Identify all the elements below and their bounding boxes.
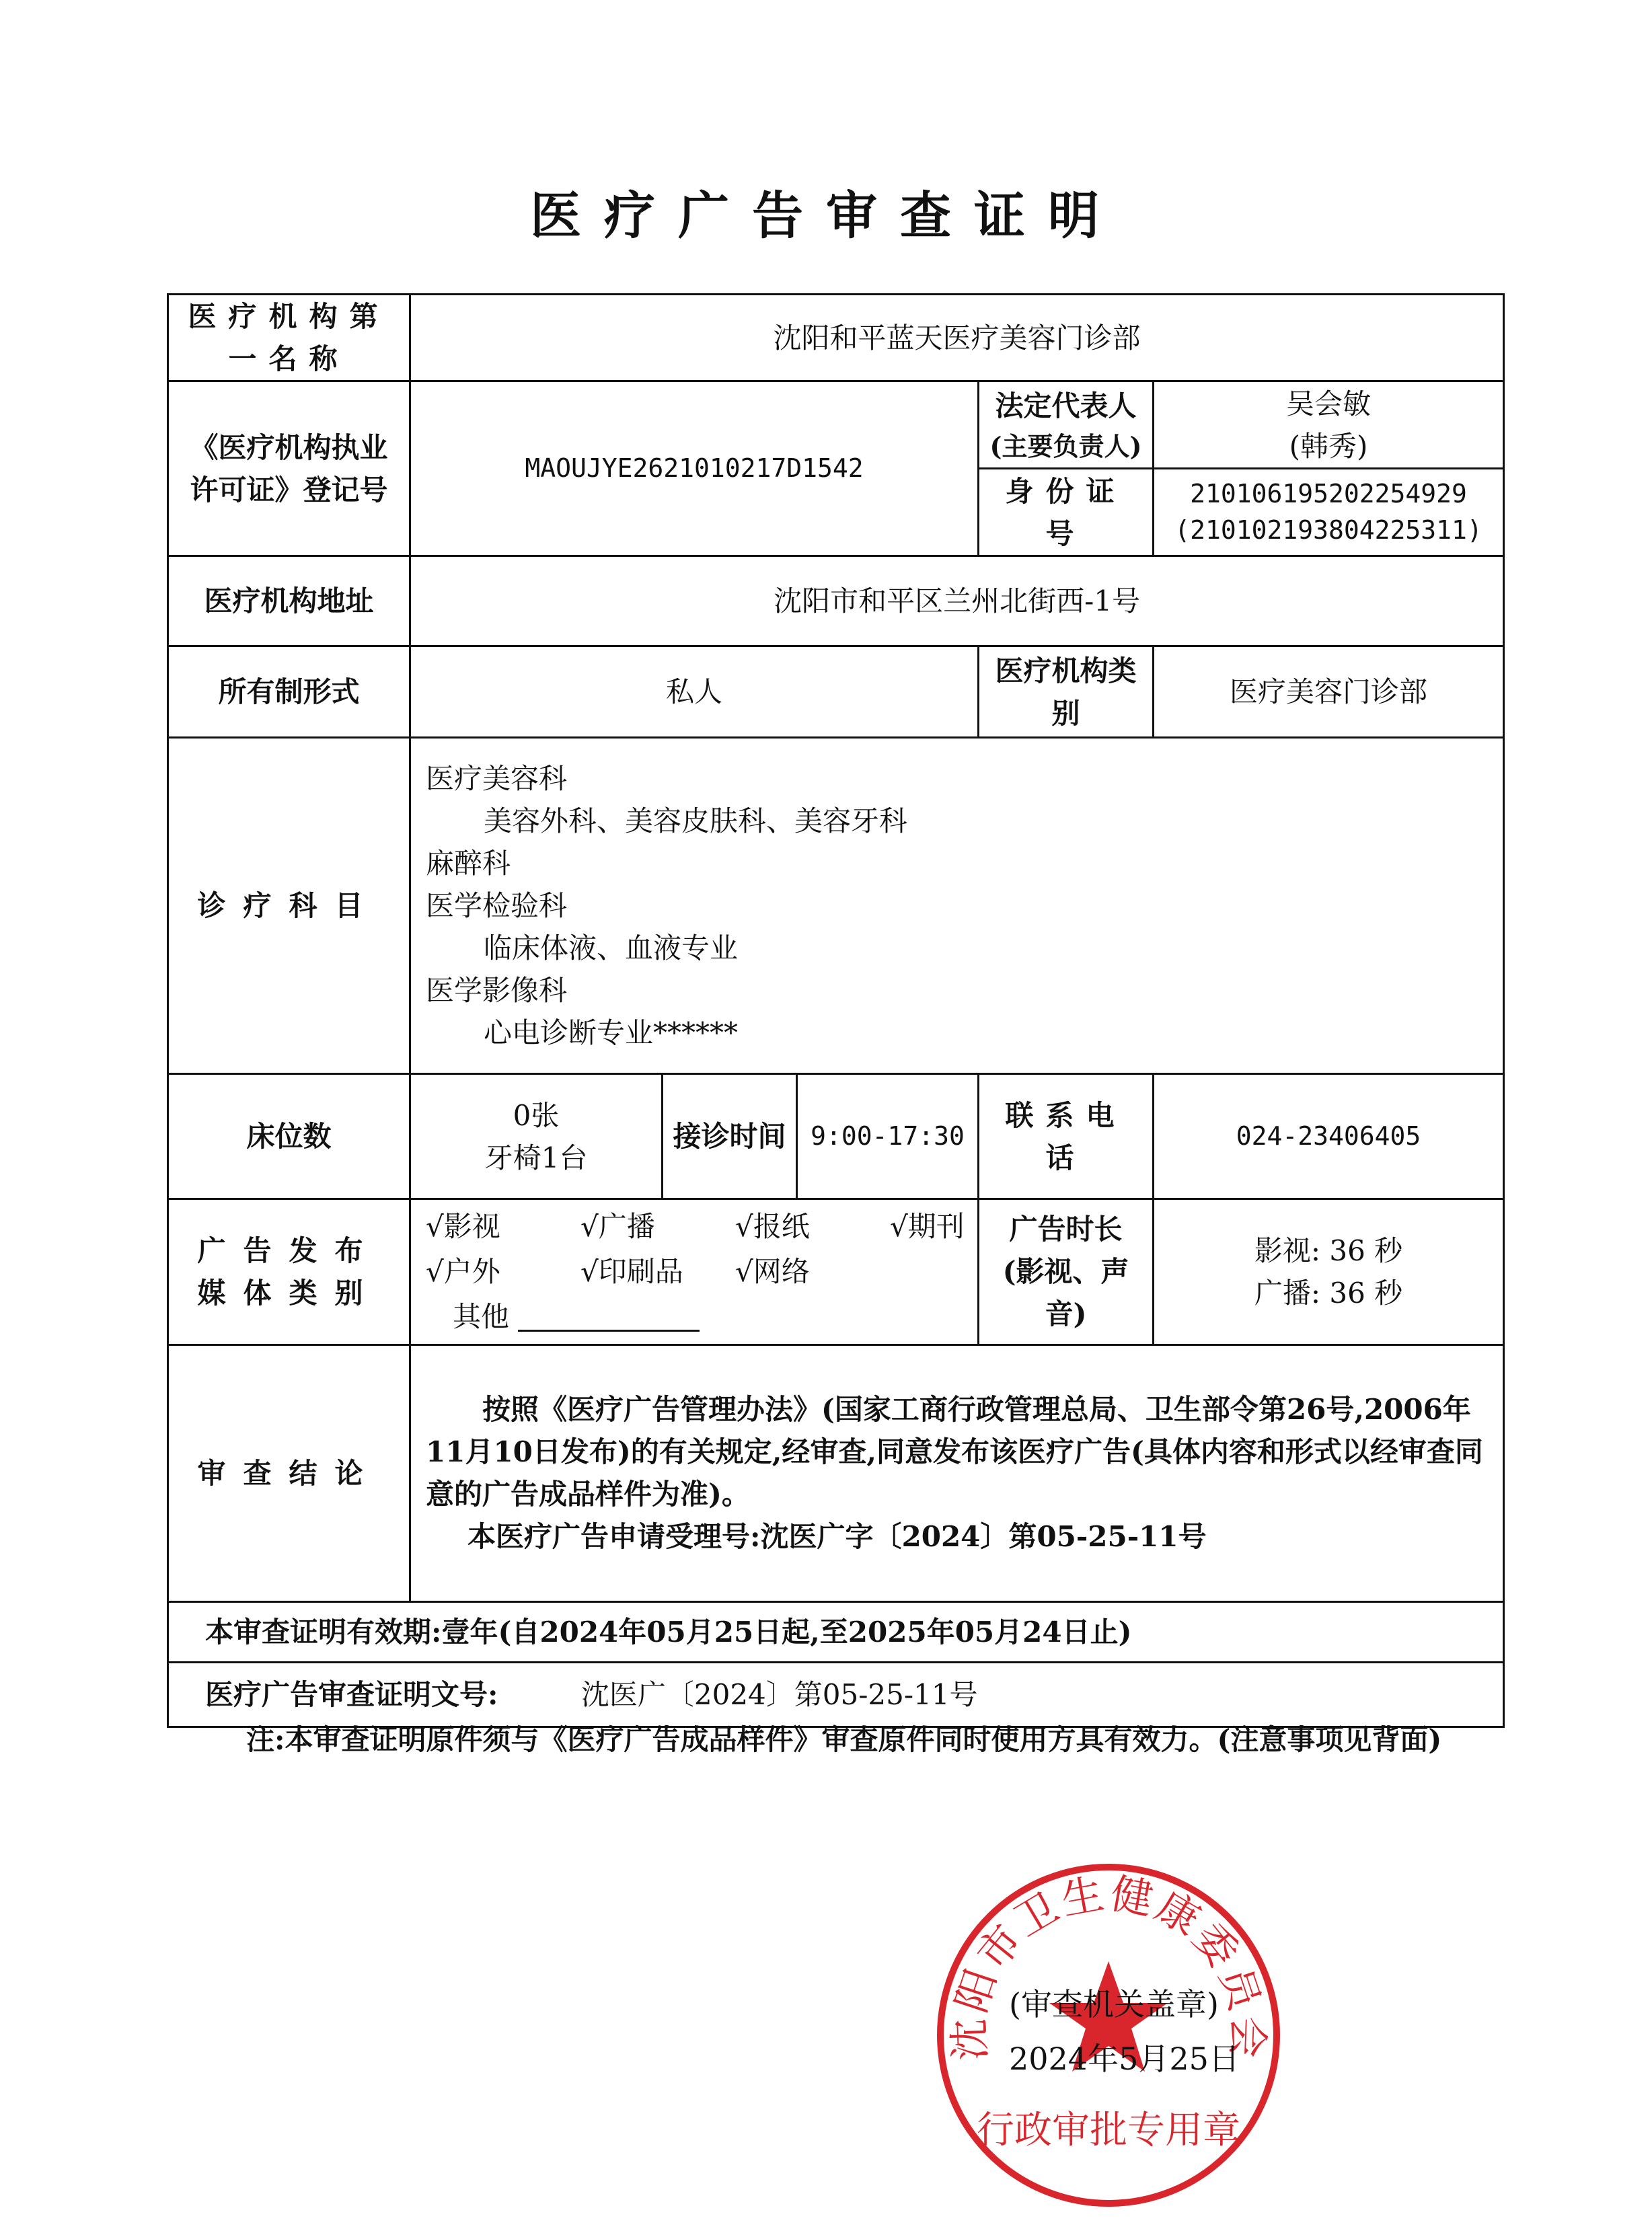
value-id-no (1154, 469, 1504, 556)
media-item: √网络 (735, 1255, 810, 1289)
duration-tv: 影视: 36 秒 (1254, 1234, 1403, 1267)
media-item: √户外 (426, 1255, 500, 1289)
application-no: 本医疗广告申请受理号:沈医广字〔2024〕第05-25-11号 (467, 1520, 1207, 1554)
department-subitem: 心电诊断专业****** (484, 1016, 739, 1049)
row-validity (168, 1601, 1504, 1662)
value-license-no: MAOUJYE2621010217D1542 (410, 381, 979, 556)
label-license-no: 《医疗机构执业许可证》登记号 (168, 381, 410, 556)
value-beds (410, 1074, 663, 1199)
row-beds-hours (168, 1074, 1504, 1199)
label-hours: 接诊时间 (663, 1074, 797, 1199)
value-institution-type: 医疗美容门诊部 (1154, 646, 1504, 738)
id-no-primary: 210106195202254929 (1190, 479, 1467, 509)
media-line (426, 1204, 963, 1249)
label-id-no: 身份证号 (979, 469, 1154, 556)
label-beds: 床位数 (168, 1074, 410, 1199)
media-item: √影视 (426, 1210, 500, 1243)
department-subitem: 临床体液、血液专业 (484, 932, 739, 964)
footnote: 注:本审查证明原件须与《医疗广告成品样件》审查原件同时使用方具有效力。(注意事项见背面) (246, 1723, 1442, 1756)
department-item: 医疗美容科 (426, 762, 568, 795)
duration-radio: 广播: 36 秒 (1254, 1276, 1403, 1310)
dental-chairs-count: 牙椅1台 (484, 1141, 588, 1174)
media-item: √印刷品 (580, 1255, 683, 1289)
label-legal-rep (979, 381, 1154, 469)
label-duration: 广告时长(影视、声音) (979, 1199, 1154, 1345)
label-media: 广告发布媒体类别 (168, 1199, 410, 1345)
certificate-table (167, 293, 1505, 1728)
row-ownership (168, 646, 1504, 738)
row-license-rep (168, 381, 1504, 469)
media-other-label: 其他 (453, 1300, 510, 1334)
seal-caption: (审查机关盖章) (1009, 1986, 1219, 2022)
seal-org-text: 沈阳市卫生健康委员会 (944, 1868, 1273, 2061)
validity-cell (168, 1601, 1504, 1662)
id-no-secondary: (210102193804225311) (1174, 515, 1482, 545)
label-validity: 本审查证明有效期: (205, 1615, 442, 1649)
label-ownership: 所有制形式 (168, 646, 410, 738)
seal-annotation (1009, 1977, 1240, 2086)
value-hours: 9:00-17:30 (797, 1074, 979, 1199)
seal-date: 2024年5月25日 (1009, 2040, 1240, 2077)
row-departments (168, 738, 1504, 1074)
label-phone: 联系电话 (979, 1074, 1154, 1199)
label-legal-rep-main: 法定代表人 (995, 389, 1137, 422)
value-cert-no: 沈医广〔2024〕第05-25-11号 (580, 1677, 978, 1711)
page-title: 医疗广告审查证明 (530, 186, 1122, 245)
media-line (426, 1249, 963, 1294)
conclusion-text: 按照《医疗广告管理办法》(国家工商行政管理总局、卫生部令第26号,2006年11月10日发布)的有关规定,经审查,同意发布该医疗广告(具体内容和形式以经审查同意的广告成品样件为准)。 (426, 1393, 1483, 1511)
department-item: 医学影像科 (426, 974, 568, 1007)
value-phone: 024-23406405 (1154, 1074, 1504, 1199)
value-legal-rep (1154, 381, 1504, 469)
media-item: √期刊 (890, 1210, 965, 1243)
department-item: 医学检验科 (426, 889, 568, 922)
value-duration (1154, 1199, 1504, 1345)
label-cert-no: 医疗广告审查证明文号: (205, 1677, 498, 1711)
label-institution-name: 医疗机构第一名称 (168, 295, 410, 381)
label-departments: 诊疗科目 (168, 738, 410, 1074)
value-institution-name: 沈阳和平蓝天医疗美容门诊部 (410, 295, 1504, 381)
value-validity: 壹年(自2024年05月25日起,至2025年05月24日止) (441, 1615, 1132, 1649)
legal-rep-alias: (韩秀) (1289, 429, 1368, 463)
value-address: 沈阳市和平区兰州北街西-1号 (410, 556, 1504, 646)
legal-rep-name: 吴会敏 (1286, 387, 1372, 420)
media-item: √报纸 (735, 1210, 810, 1243)
value-departments (410, 738, 1504, 1074)
value-ownership: 私人 (410, 646, 979, 738)
value-media (410, 1199, 979, 1345)
label-institution-type: 医疗机构类别 (979, 646, 1154, 738)
beds-count: 0张 (513, 1098, 560, 1132)
row-media (168, 1199, 1504, 1345)
media-item: √广播 (580, 1210, 655, 1243)
media-other-line (426, 1294, 963, 1339)
seal-bottom-text: 行政审批专用章 (977, 2109, 1240, 2152)
label-legal-rep-sub: (主要负责人) (989, 430, 1142, 461)
label-address: 医疗机构地址 (168, 556, 410, 646)
value-conclusion (410, 1344, 1504, 1601)
label-conclusion: 审查结论 (168, 1344, 410, 1601)
row-address (168, 556, 1504, 646)
department-item: 麻醉科 (426, 847, 511, 880)
row-conclusion (168, 1344, 1504, 1601)
row-institution-name (168, 295, 1504, 381)
media-other-blank (518, 1307, 700, 1332)
department-subitem: 美容外科、美容皮肤科、美容牙科 (484, 804, 908, 837)
